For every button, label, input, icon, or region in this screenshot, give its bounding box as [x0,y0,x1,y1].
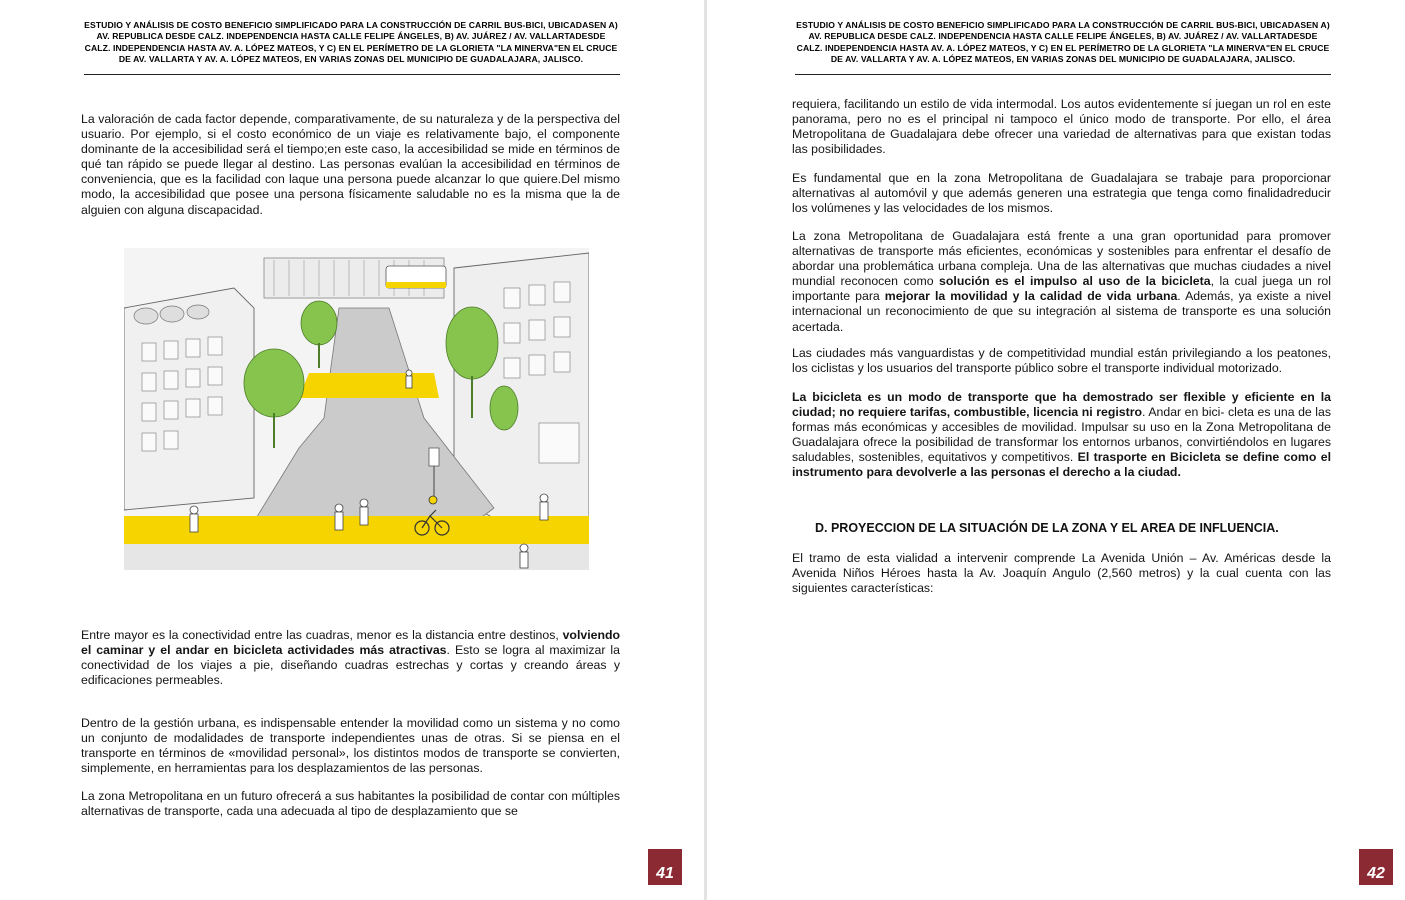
text-run: . Andar en bici- cleta es una de las formas más económicas y accesibles de movilidad. Impulsar su uso en la Zona Metropolitana de Guadalajara ofrece la posibilidad de transformar los entornos urbanos, convirtiéndolos en lugares saludables, sostenibles, equitativos y competitivos. [792,405,1332,465]
paragraph-connectivity [81,628,620,688]
street-illustration [124,248,589,570]
header-line: DE AV. VALLARTA Y AV. A. LÓPEZ MATEOS, EN VARIAS ZONAS DEL MUNICIPIO DE GUADALAJARA, JALISCO. [118,54,584,65]
page-header [80,20,622,66]
header-rule [84,74,620,75]
paragraph-opportunity [792,229,1331,335]
paragraph-urban-management: Dentro de la gestión urbana, es indispensable entender la movilidad como un sistema y no como un conjunto de modalidades de transporte independientes unas de otras. Si se piensa en el transporte en términos de «movilidad personal», los distintos modos de transporte se convierten, simplemente, en herramientas para los desplazamientos de las personas. [81,716,620,776]
page-number: 42 [1359,849,1393,885]
paragraph-fundamental: Es fundamental que en la zona Metropolitana de Guadalajara se trabaje para proporcionar alternativas al automóvil y que además generen una estrategia que tenga como finalidadreducir los volúmenes y las velocidades de los mismos. [792,171,1331,216]
bold-text-run: volviendo el caminar y el andar en bicicleta actividades más atractivas [81,628,620,658]
section-title: D. PROYECCION DE LA SITUACIÓN DE LA ZONA Y EL AREA DE INFLUENCIA. [815,521,1279,535]
paragraph-future-alternatives: La zona Metropolitana en un futuro ofrecerá a sus habitantes la posibilidad de contar con múltiples alternativas de transporte, cada una adecuada al tipo de desplazamiento que se [81,789,620,819]
bold-text-run: La bicicleta es un modo de transporte que ha demostrado ser flexible y eficiente en la ciudad; no requiere tarifas, combustible, licencia ni registro [792,390,1331,420]
text-run: , la cual juega un rol importante para [792,274,1332,304]
text-run: La zona Metropolitana de Guadalajara está frente a una gran oportunidad para promover alternativas de transporte más eficientes, económicas y sostenibles para enfrentar el desafío de abordar una problemática urbana compleja. Una de las alternativas que muchas ciudades a nivel mundial reconocen como [792,229,1331,289]
text-run: Entre mayor es la conectividad entre las cuadras, menor es la distancia entre destinos, [81,628,563,642]
page-number: 41 [648,849,682,885]
page-header [793,20,1333,66]
header-line: DE AV. VALLARTA Y AV. A. LÓPEZ MATEOS, EN VARIAS ZONAS DEL MUNICIPIO DE GUADALAJARA, JALISCO. [830,54,1296,65]
header-line: CALZ. INDEPENDENCIA HASTA AV. A. LÓPEZ MATEOS, Y C) EN EL PERÍMETRO DE LA GLORIETA "LA MINERVA"EN EL CRUCE [796,42,1330,53]
header-line: ESTUDIO Y ANÁLISIS DE COSTO BENEFICIO SIMPLIFICADO PARA LA CONSTRUCCIÓN DE CARRIL BUS-BICI, UBICADASEN A) [796,20,1330,30]
page-42 [707,0,1405,900]
header-rule [795,74,1331,75]
header-line: CALZ. INDEPENDENCIA HASTA AV. A. LÓPEZ MATEOS, Y C) EN EL PERÍMETRO DE LA GLORIETA "LA MINERVA"EN EL CRUCE [84,42,618,53]
paragraph-intermodal: requiera, facilitando un estilo de vida intermodal. Los autos evidentemente sí juegan un rol en este panorama, pero no es el principal ni tampoco el único modo de transporte. Por ello, el área Metropolitana de Guadalajara debe ofrecer una variedad de alternativas para que existan todas las posibilidades. [792,97,1331,157]
paragraph-bicycle [792,390,1331,481]
header-line: AV. REPUBLICA DESDE CALZ. INDEPENDENCIA HASTA CALLE FELIPE ÁNGELES, B) AV. JUÁREZ / AV. VALLARTADESDE [96,31,606,42]
paragraph-accessibility: La valoración de cada factor depende, comparativamente, de su naturaleza y de la perspectiva del usuario. Por ejemplo, si el costo económico de un viaje es relativamente bajo, el componente dominante de la accesibilidad será el tiempo;en este caso, la accesibilidad se mide en términos de qué tan rápido se puede llegar al destino. Las personas evalúan la accesibilidad en términos de conveniencia, que es la facilidad con laque una persona puede alcanzar lo que quiere.Del mismo modo, la accesibilidad que posee una persona físicamente saludable no es la misma que la de alguien con alguna discapacidad. [81,112,620,217]
bold-text-run: solución es el impulso al uso de la bicicleta [939,274,1211,289]
bold-text-run: mejorar la movilidad y la calidad de vida urbana [884,289,1178,304]
header-line: ESTUDIO Y ANÁLISIS DE COSTO BENEFICIO SIMPLIFICADO PARA LA CONSTRUCCIÓN DE CARRIL BUS-BICI, UBICADASEN A) [84,20,618,30]
text-run: . Esto se logra al maximizar la conectividad de los viajes a pie, diseñando cuadras estrechas y cortas y creando áreas y edificaciones permeables. [81,643,621,688]
paragraph-road-section: El tramo de esta vialidad a intervenir comprende La Avenida Unión – Av. Américas desde la Avenida Niños Héroes hasta la Av. Joaquín Angulo (2,560 metros) y la cual cuenta con las siguientes características: [792,551,1331,596]
text-run: . Además, ya existe a nivel internacional un reconocimiento de que su integración al sistema de transporte es una solución acertada. [792,289,1331,334]
bold-text-run: El trasporte en Bicicleta se define como el instrumento para devolverle a las personas el derecho a la ciudad. [792,450,1331,480]
header-line: AV. REPUBLICA DESDE CALZ. INDEPENDENCIA HASTA CALLE FELIPE ÁNGELES, B) AV. JUÁREZ / AV. VALLARTADESDE [808,31,1318,42]
paragraph-vanguard-cities: Las ciudades más vanguardistas y de competitividad mundial están privilegiando a los peatones, los ciclistas y los usuarios del transporte público sobre el transporte individual motorizado. [792,346,1331,376]
